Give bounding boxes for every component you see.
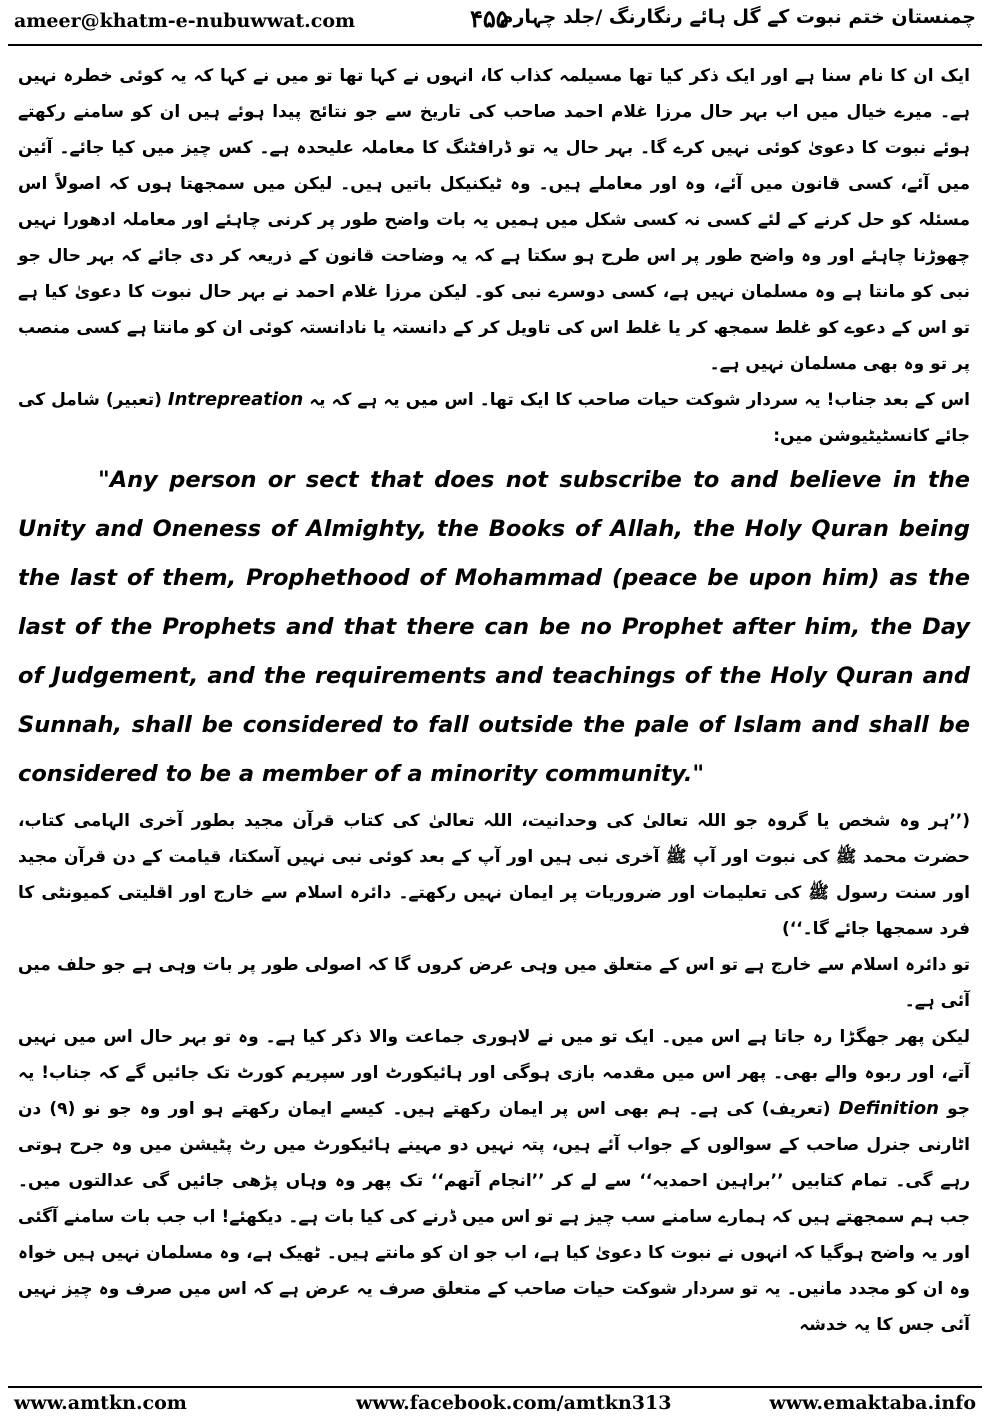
paragraph-1: ایک ان کا نام سنا ہے اور ایک ذکر کیا تھا مسیلمہ کذاب کا، انہوں نے کہا تھا تو میں نے کہا کہ یہ کوئی خطرہ نہیں ہے۔ میرے خیال میں اب بہر حال مرزا غلام احمد صاحب کی تاریخ سے جو نتائج پیدا ہوئے ہیں ان کو سامنے رکھتے ہوئے نبوت کا دعویٰ کوئی نہیں کرے گا۔ بہر حال یہ تو ڈرافٹنگ کا معاملہ علیحدہ ہے۔ کس چیز میں کیا جائے۔ آئین میں آئے، کسی قانون میں آئے، وہ اور معاملے ہیں۔ وہ ٹیکنیکل باتیں ہیں۔ لیکن میں سمجھتا ہوں کہ اصولاً اس مسئلہ کو حل کرنے کے لئے کسی نہ کسی شکل میں ہمیں یہ بات واضح طور پر کرنی چاہئے اور معاملہ ادھورا نہیں چھوڑنا چاہئے اور وہ واضح طور پر اس طرح ہو سکتا ہے کہ یہ وضاحت قانون کے ذریعہ کر دی جائے کہ بہر حال جو نبی کو مانتا ہے وہ مسلمان نہیں ہے، کسی دوسرے نبی کو۔ لیکن مرزا غلام احمد نے بہر حال نبوت کا دعویٰ کیا ہے تو اس کے دعوے کو غلط سمجھ کر یا غلط اس کی تاویل کر کے دانستہ یا نادانستہ کوئی ان کو مانتا ہے کسی منصب پر تو وہ بھی مسلمان نہیں ہے۔ — [18, 66, 970, 374]
urdu-quote-translation: (’’ہر وہ شخص یا گروہ جو اللہ تعالیٰ کی وحدانیت، اللہ تعالیٰ کی کتاب قرآن مجید بطور آخری الہامی کتاب، حضرت محمد ﷺ کی نبوت اور آپ ﷺ آخری نبی ہیں اور آپ کے بعد کوئی نبی نہیں آسکتا، قیامت کے دن قرآن مجید اور سنت رسول ﷺ کی تعلیمات اور ضروریات پر ایمان نہیں رکھتے۔ دائرہ اسلام سے خارج اور اقلیتی کمیونٹی کا فرد سمجھا جائے گا۔‘‘) — [18, 811, 970, 939]
header-rule — [8, 44, 982, 46]
page-number: ۴۵۵ — [470, 4, 509, 33]
page-footer — [0, 1390, 990, 1420]
english-quote-text: "Any person or sect that does not subscribe to and believe in the Unity and Oneness of Almighty, the Books of Allah, the Holy Quran being the last of them, Prophethood of Mohammad (peace be upon him) as the last of the Prophets and that there can be no Prophet after him, the Day of Judgement, and the requirements and teachings of the Holy Quran and Sunnah, shall be considered to fall outside the pale of Islam and shall be considered to be a member of a minority community." — [18, 467, 970, 787]
footer-link-amtkn[interactable]: www.amtkn.com — [14, 1392, 187, 1414]
paragraph-4-text-b: (تعریف) کی ہے۔ ہم بھی اس پر ایمان رکھتے ہیں۔ کیسے ایمان رکھتے ہو اور وہ جو نو (۹) دن اٹارنی جنرل صاحب کے سوالوں کے جواب آئے ہیں، پتہ نہیں دو مہینے ہائیکورٹ میں رٹ پٹیشن میں وہ جرح ہوتی رہے گی۔ تمام کتابیں ’’براہین احمدیہ‘‘ سے لے کر ’’انجام آتھم‘‘ تک پھر وہ وہاں پڑھی جائیں گی عدالتوں میں۔ جب ہم سمجھتے ہیں کہ ہمارے سامنے سب چیز ہے تو اس میں ڈرنے کی کیا بات ہے۔ دیکھئے! اب جب بات سامنے آگئی اور یہ واضح ہوگیا کہ انہوں نے نبوت کا دعویٰ کیا ہے، اب جو ان کو مانتے ہیں۔ ٹھیک ہے، وہ مسلمان نہیں ہیں خواہ وہ ان کو مجدد مانیں۔ یہ تو سردار شوکت حیات صاحب کے متعلق صرف یہ عرض ہے کہ اس میں صرف وہ چیز نہیں آئی جس کا یہ خدشہ — [18, 1099, 970, 1335]
paragraph-2-text-a: اس کے بعد جناب! یہ سردار شوکت حیات صاحب کا ایک تھا۔ اس میں یہ ہے کہ یہ — [309, 390, 971, 410]
paragraph-4-text-a: لیکن پھر جھگڑا رہ جاتا ہے اس میں۔ ایک تو میں نے لاہوری جماعت والا ذکر کیا ہے۔ وہ تو بہر حال اس میں نہیں آتے، اور ربوہ والے بھی۔ پھر اس میں مقدمہ بازی ہوگی اور ہائیکورٹ اور سپریم کورٹ تک جائیں گے کہ جناب! یہ جو — [18, 1027, 971, 1119]
interpretation-term: Intrepreation — [167, 389, 304, 410]
footer-link-emaktaba[interactable]: www.emaktaba.info — [769, 1392, 976, 1414]
header-email: ameer@khatm-e-nubuwwat.com — [14, 10, 356, 32]
page-header — [0, 0, 990, 46]
definition-term: Definition — [838, 1098, 939, 1119]
paragraph-2 — [18, 382, 970, 454]
footer-link-facebook[interactable]: www.facebook.com/amtkn313 — [356, 1392, 672, 1414]
page-body — [18, 58, 970, 1343]
paragraph-4 — [18, 1019, 970, 1343]
paragraph-2-text-b: (تعبیر) شامل کی جائے کانسٹیٹیوشن میں: — [18, 390, 970, 446]
english-quote — [18, 456, 970, 799]
book-title: چمنستان ختم نبوت کے گل ہائے رنگارنگ /جلد چہارم — [499, 6, 976, 28]
footer-rule — [8, 1386, 982, 1388]
paragraph-3: تو دائرہ اسلام سے خارج ہے تو اس کے متعلق میں وہی عرض کروں گا کہ اصولی طور پر بات وہی ہے جو حلف میں آئی ہے۔ — [18, 955, 970, 1011]
